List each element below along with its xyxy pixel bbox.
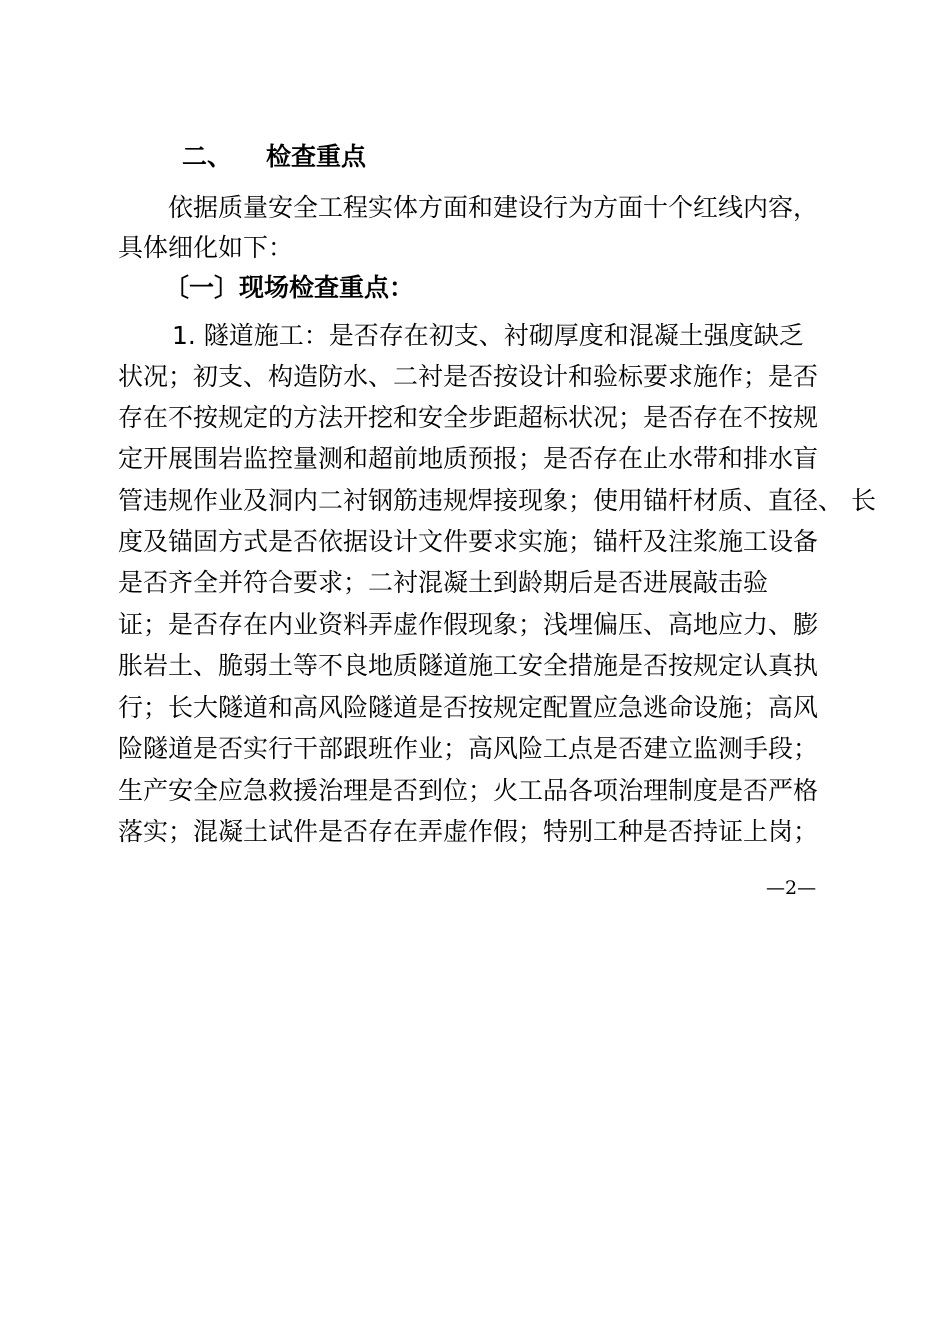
intro-line: 依据质量安全工程实体方面和建设行为方面十个红线内容， [168,193,819,222]
body-line: 状况；初支、构造防水、二衬是否按设计和验标要求施作；是否 [118,362,819,391]
section-heading [182,142,366,172]
section-title: 检查重点 [266,142,367,171]
body-line: 存在不按规定的方法开挖和安全步距超标状况；是否存在不按规 [118,403,819,432]
body-line: 生产安全应急救援治理是否到位；火工品各项治理制度是否严格 [118,776,819,805]
page-number: —2— [766,877,817,899]
body-line: 险隧道是否实行干部跟班作业；高风险工点是否建立监测手段； [118,734,819,763]
body-line: 管违规作业及洞内二衬钢筋违规焊接现象；使用锚杆材质、直径、 长 [118,486,876,515]
body-line: 1. 隧道施工：是否存在初支、衬砌厚度和混凝土强度缺乏 [172,321,804,350]
body-line: 度及锚固方式是否依据设计文件要求实施；锚杆及注浆施工设备 [118,527,819,556]
body-line: 行；长大隧道和高风险隧道是否按规定配置应急逃命设施；高风 [118,693,819,722]
section-number: 二、 [182,142,233,171]
body-line: 定开展围岩监控量测和超前地质预报；是否存在止水带和排水盲 [118,444,819,473]
body-line: 是否齐全并符合要求；二衬混凝土到龄期后是否进展敲击验 [118,568,769,597]
body-line: 胀岩土、脆弱土等不良地质隧道施工安全措施是否按规定认真执 [118,651,819,680]
body-line: 证；是否存在内业资料弄虚作假现象；浅埋偏压、高地应力、膨 [118,610,819,639]
subsection-heading: 〔一〕现场检查重点： [164,273,415,302]
intro-line: 具体细化如下： [118,233,294,262]
body-line: 落实；混凝土试件是否存在弄虚作假；特别工种是否持证上岗； [118,817,819,846]
